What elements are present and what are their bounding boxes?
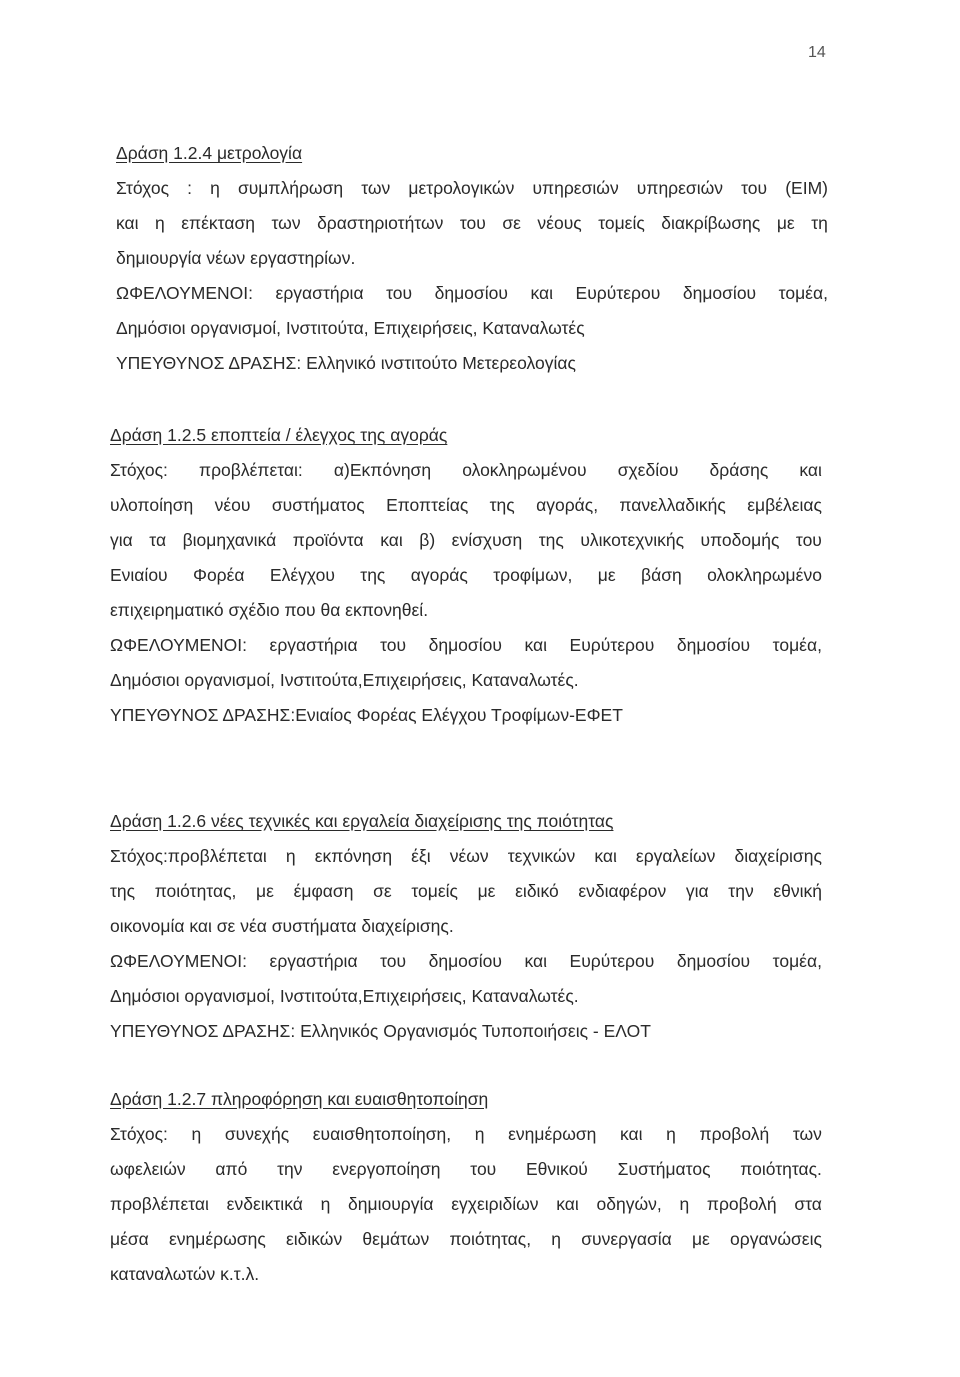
paragraph-line: ΥΠΕΥΘΥΝΟΣ ΔΡΑΣΗΣ: Ελληνικός Οργανισμός Τυποποιήσεις - ΕΛΟΤ bbox=[110, 1021, 651, 1041]
word: εκπόνηση bbox=[314, 846, 393, 866]
word: επέκταση bbox=[181, 213, 255, 233]
word: η bbox=[285, 846, 296, 866]
word: δραστηριοτήτων bbox=[317, 213, 444, 233]
word: και bbox=[524, 951, 547, 971]
word: από bbox=[215, 1159, 248, 1179]
paragraph-line bbox=[110, 1187, 822, 1222]
paragraph-line: Δημόσιοι οργανισμοί, Ινστιτούτα,Επιχειρήσεις, Καταναλωτές. bbox=[110, 670, 579, 690]
paragraph-line: Δημόσιοι οργανισμοί, Ινστιτούτα,Επιχειρήσεις, Καταναλωτές. bbox=[110, 986, 579, 1006]
paragraph-line bbox=[116, 206, 828, 241]
word: υλικοτεχνικής bbox=[580, 530, 685, 550]
word: για bbox=[685, 881, 709, 901]
paragraph-line bbox=[110, 558, 822, 593]
word: ενημέρωση bbox=[508, 1124, 597, 1144]
word: του bbox=[380, 951, 407, 971]
word: για bbox=[110, 530, 133, 550]
word: σχεδίου bbox=[617, 460, 679, 480]
paragraph-line bbox=[110, 523, 822, 558]
word: του bbox=[459, 213, 486, 233]
word: με bbox=[477, 881, 496, 901]
paragraph-line bbox=[110, 1222, 822, 1257]
word: οργανώσεις bbox=[730, 1229, 822, 1249]
word: στα bbox=[794, 1194, 822, 1214]
word: και bbox=[524, 635, 547, 655]
word: της bbox=[360, 565, 386, 585]
word: τα bbox=[149, 530, 167, 550]
word: τροφίμων, bbox=[493, 565, 573, 585]
paragraph-line bbox=[110, 1117, 822, 1152]
section-action-1-2-7 bbox=[110, 1082, 822, 1292]
word: η bbox=[474, 1124, 485, 1144]
word: την bbox=[728, 881, 754, 901]
word: ενδιαφέρον bbox=[578, 881, 667, 901]
word: τη bbox=[811, 213, 828, 233]
word: της bbox=[110, 881, 136, 901]
word: της bbox=[538, 530, 564, 550]
word: προβολή bbox=[699, 1124, 770, 1144]
section-heading: Δράση 1.2.6 νέες τεχνικές και εργαλεία διαχείρισης της ποιότητας bbox=[110, 811, 614, 831]
paragraph-line: ΥΠΕΥΘΥΝΟΣ ΔΡΑΣΗΣ: Ελληνικό ινστιτούτο Μετερεολογίας bbox=[116, 353, 576, 373]
word: και bbox=[594, 846, 617, 866]
word: Στόχος: bbox=[110, 460, 168, 480]
word: διακρίβωσης bbox=[661, 213, 761, 233]
word: της bbox=[489, 495, 515, 515]
section-heading: Δράση 1.2.4 μετρολογία bbox=[116, 143, 303, 163]
word: Ευρύτερου bbox=[575, 283, 661, 303]
word: νέους bbox=[537, 213, 582, 233]
word: και bbox=[530, 283, 553, 303]
word: μετρολογικών bbox=[408, 178, 515, 198]
word: η bbox=[320, 1194, 331, 1214]
word: των bbox=[361, 178, 391, 198]
word: του bbox=[470, 1159, 497, 1179]
word: Ελέγχου bbox=[269, 565, 335, 585]
section-action-1-2-4 bbox=[116, 136, 828, 381]
word: ποιότητας, bbox=[449, 1229, 532, 1249]
word: Στόχος: bbox=[110, 1124, 168, 1144]
paragraph-line bbox=[116, 276, 828, 311]
word: ενημέρωσης bbox=[169, 1229, 266, 1249]
word: προβολή bbox=[706, 1194, 777, 1214]
word: υλοποίηση bbox=[110, 495, 194, 515]
word: θεμάτων bbox=[362, 1229, 430, 1249]
word: τομέα, bbox=[778, 283, 828, 303]
word: Εθνικού bbox=[526, 1159, 588, 1179]
paragraph-line: ΥΠΕΥΘΥΝΟΣ ΔΡΑΣΗΣ:Ενιαίος Φορέας Ελέγχου Τροφίμων-ΕΦΕΤ bbox=[110, 705, 623, 725]
word: ΩΦΕΛΟΥΜΕΝΟΙ: bbox=[110, 635, 247, 655]
word: δημοσίου bbox=[428, 635, 502, 655]
word: του bbox=[380, 635, 407, 655]
word: Ενιαίου bbox=[110, 565, 168, 585]
word: με bbox=[256, 881, 274, 901]
word: η bbox=[210, 178, 220, 198]
word: : bbox=[187, 178, 193, 198]
word: α)Εκπόνηση bbox=[333, 460, 432, 480]
word: έμφαση bbox=[293, 881, 354, 901]
word: και bbox=[380, 530, 403, 550]
word: τεχνικών bbox=[507, 846, 576, 866]
word: εθνική bbox=[773, 881, 822, 901]
word: του bbox=[741, 178, 768, 198]
word: ειδικών bbox=[285, 1229, 343, 1249]
word: και bbox=[799, 460, 822, 480]
word: με bbox=[597, 565, 616, 585]
word: πανελλαδικής bbox=[619, 495, 726, 515]
word: των bbox=[271, 213, 301, 233]
word: με bbox=[691, 1229, 710, 1249]
word: ενδεικτικά bbox=[226, 1194, 303, 1214]
word: δημοσίου bbox=[428, 951, 502, 971]
word: νέων bbox=[449, 846, 489, 866]
word: του bbox=[386, 283, 413, 303]
word: συνεχής bbox=[224, 1124, 290, 1144]
word: Στόχος bbox=[116, 178, 170, 198]
word: των bbox=[792, 1124, 822, 1144]
page-number: 14 bbox=[808, 44, 826, 61]
word: (ΕΙΜ) bbox=[785, 178, 828, 198]
word: Εποπτείας bbox=[386, 495, 469, 515]
paragraph-line: επιχειρηματικό σχέδιο που θα εκπονηθεί. bbox=[110, 600, 429, 620]
word: υπηρεσιών bbox=[532, 178, 619, 198]
word: βιομηχανικά bbox=[182, 530, 277, 550]
word: ΩΦΕΛΟΥΜΕΝΟΙ: bbox=[116, 283, 253, 303]
word: σε bbox=[502, 213, 521, 233]
word: δημιουργία bbox=[348, 1194, 434, 1214]
word: ποιότητας. bbox=[740, 1159, 822, 1179]
section-heading: Δράση 1.2.5 εποπτεία / έλεγχος της αγοράς bbox=[110, 425, 448, 445]
word: βάση bbox=[641, 565, 682, 585]
word: ευαισθητοποίηση, bbox=[312, 1124, 452, 1144]
word: ειδικό bbox=[515, 881, 559, 901]
word: συστήματος bbox=[271, 495, 365, 515]
word: δημοσίου bbox=[434, 283, 508, 303]
paragraph-line: οικονομία και σε νέα συστήματα διαχείρισης. bbox=[110, 916, 454, 936]
section-action-1-2-6 bbox=[110, 804, 822, 1049]
word: συμπλήρωση bbox=[237, 178, 344, 198]
word: την bbox=[277, 1159, 303, 1179]
word: οδηγών, bbox=[596, 1194, 662, 1214]
section-action-1-2-5 bbox=[110, 418, 822, 733]
word: προβλέπεται: bbox=[199, 460, 303, 480]
word: δημοσίου bbox=[682, 283, 757, 303]
paragraph-line bbox=[110, 488, 822, 523]
paragraph-line bbox=[116, 171, 828, 206]
word: β) bbox=[419, 530, 436, 550]
word: αγοράς, bbox=[536, 495, 599, 515]
word: συνεργασία bbox=[581, 1229, 672, 1249]
word: η bbox=[155, 213, 165, 233]
word: δημοσίου bbox=[676, 635, 751, 655]
word: υπηρεσιών bbox=[636, 178, 724, 198]
word: Συστήματος bbox=[617, 1159, 711, 1179]
word: προβλέπεται bbox=[110, 1194, 209, 1214]
word: ΩΦΕΛΟΥΜΕΝΟΙ: bbox=[110, 951, 247, 971]
word: εγχειριδίων bbox=[451, 1194, 539, 1214]
paragraph-line: καταναλωτών κ.τ.λ. bbox=[110, 1264, 260, 1284]
word: εμβέλειας bbox=[747, 495, 822, 515]
word: ενίσχυση bbox=[451, 530, 523, 550]
word: υποδομής bbox=[700, 530, 780, 550]
word: και bbox=[116, 213, 139, 233]
word: Ευρύτερου bbox=[569, 951, 655, 971]
word: δημοσίου bbox=[676, 951, 751, 971]
word: και bbox=[620, 1124, 643, 1144]
paragraph-line bbox=[110, 944, 822, 979]
section-heading: Δράση 1.2.7 πληροφόρηση και ευαισθητοποίηση bbox=[110, 1089, 489, 1109]
word: δράσης bbox=[709, 460, 769, 480]
word: ολοκληρωμένο bbox=[707, 565, 822, 585]
paragraph-line bbox=[110, 839, 822, 874]
word: προϊόντα bbox=[292, 530, 364, 550]
paragraph-line bbox=[110, 1152, 822, 1187]
word: και bbox=[556, 1194, 579, 1214]
paragraph-line bbox=[110, 628, 822, 663]
word: τομείς bbox=[598, 213, 645, 233]
word: η bbox=[191, 1124, 202, 1144]
paragraph-line bbox=[110, 874, 822, 909]
word: εργαλείων bbox=[635, 846, 716, 866]
word: αγοράς bbox=[410, 565, 468, 585]
word: ενεργοποίηση bbox=[332, 1159, 441, 1179]
word: εργαστήρια bbox=[275, 283, 364, 303]
word: διαχείρισης bbox=[734, 846, 822, 866]
word: σε bbox=[373, 881, 392, 901]
word: ολοκληρωμένου bbox=[462, 460, 587, 480]
paragraph-line: δημιουργία νέων εργαστηρίων. bbox=[116, 248, 356, 268]
word: ποιότητας, bbox=[154, 881, 237, 901]
word: Φορέα bbox=[192, 565, 245, 585]
word: ωφελειών bbox=[110, 1159, 186, 1179]
word: εργαστήρια bbox=[269, 951, 358, 971]
word: η bbox=[666, 1124, 676, 1144]
word: με bbox=[776, 213, 795, 233]
word: τομέα, bbox=[772, 635, 822, 655]
word: Στόχος:προβλέπεται bbox=[110, 846, 267, 866]
word: τομέα, bbox=[772, 951, 822, 971]
word: η bbox=[679, 1194, 690, 1214]
word: έξι bbox=[411, 846, 431, 866]
word: του bbox=[795, 530, 822, 550]
word: η bbox=[551, 1229, 562, 1249]
word: νέου bbox=[214, 495, 251, 515]
word: Ευρύτερου bbox=[569, 635, 655, 655]
word: εργαστήρια bbox=[269, 635, 358, 655]
word: τομείς bbox=[411, 881, 458, 901]
paragraph-line: Δημόσιοι οργανισμοί, Ινστιτούτα, Επιχειρήσεις, Καταναλωτές bbox=[116, 318, 585, 338]
paragraph-line bbox=[110, 453, 822, 488]
word: μέσα bbox=[110, 1229, 149, 1249]
